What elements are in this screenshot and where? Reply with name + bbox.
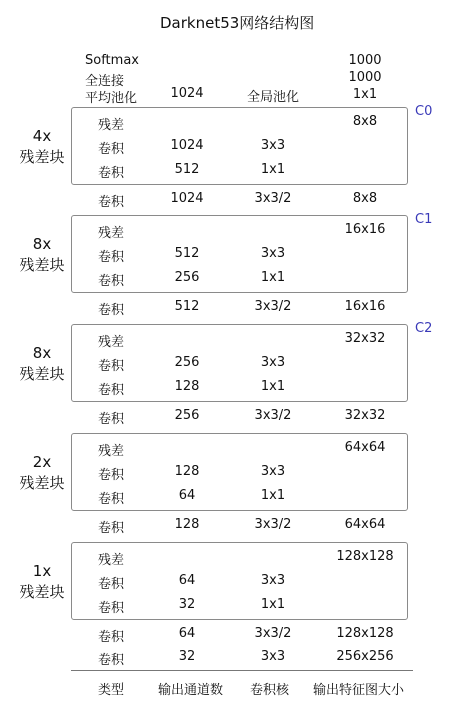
downsample-channels: 128	[174, 517, 200, 532]
feature-tag: C1	[415, 212, 433, 227]
conv-kernel: 3x3	[260, 355, 286, 370]
conv-channels: 1024	[170, 138, 204, 153]
head-type-line: Softmax	[85, 53, 139, 68]
conv-kernel: 1x1	[260, 488, 286, 503]
block-repeat-count: 1x	[32, 562, 52, 580]
conv-kernel: 1x1	[260, 597, 286, 612]
conv-type: 卷积	[98, 142, 125, 157]
conv-type: 卷积	[98, 250, 125, 265]
stem-size: 256x256	[336, 649, 394, 664]
conv-channels: 128	[174, 379, 200, 394]
downsample-type: 卷积	[98, 521, 125, 536]
residual-size: 128x128	[336, 549, 394, 564]
residual-label: 残差	[98, 226, 125, 241]
downsample-kernel: 3x3/2	[254, 626, 292, 641]
head-kernel: 全局池化	[246, 90, 299, 105]
downsample-size: 32x32	[344, 408, 386, 423]
block-repeat-suffix: 残差块	[19, 365, 65, 383]
conv-channels: 256	[174, 270, 200, 285]
column-header-divider	[71, 670, 413, 671]
conv-channels: 512	[174, 246, 200, 261]
residual-size: 8x8	[352, 114, 378, 129]
stem-kernel: 3x3	[260, 649, 286, 664]
head-size-line: 1000	[348, 70, 382, 85]
downsample-size: 128x128	[336, 626, 394, 641]
block-repeat-count: 8x	[32, 235, 52, 253]
conv-channels: 128	[174, 464, 200, 479]
conv-type: 卷积	[98, 383, 125, 398]
downsample-type: 卷积	[98, 412, 125, 427]
residual-label: 残差	[98, 335, 125, 350]
block-repeat-count: 4x	[32, 127, 52, 145]
conv-type: 卷积	[98, 601, 125, 616]
conv-kernel: 3x3	[260, 246, 286, 261]
conv-type: 卷积	[98, 468, 125, 483]
downsample-size: 16x16	[344, 299, 386, 314]
residual-size: 16x16	[344, 222, 386, 237]
residual-label: 残差	[98, 118, 125, 133]
column-header-size: 输出特征图大小	[313, 683, 405, 698]
residual-label: 残差	[98, 444, 125, 459]
column-header-type: 类型	[98, 683, 125, 698]
residual-size: 32x32	[344, 331, 386, 346]
feature-tag: C0	[415, 104, 433, 119]
stem-channels: 32	[178, 649, 196, 664]
downsample-type: 卷积	[98, 303, 125, 318]
downsample-kernel: 3x3/2	[254, 191, 292, 206]
downsample-type: 卷积	[98, 195, 125, 210]
feature-tag: C2	[415, 321, 433, 336]
head-type-line: 平均池化	[85, 91, 138, 106]
block-repeat-label	[12, 126, 72, 168]
conv-kernel: 1x1	[260, 162, 286, 177]
block-repeat-suffix: 残差块	[19, 256, 65, 274]
block-repeat-count: 2x	[32, 453, 52, 471]
block-repeat-label	[12, 343, 72, 385]
conv-channels: 512	[174, 162, 200, 177]
conv-type: 卷积	[98, 166, 125, 181]
downsample-kernel: 3x3/2	[254, 299, 292, 314]
downsample-channels: 256	[174, 408, 200, 423]
block-repeat-count: 8x	[32, 344, 52, 362]
conv-type: 卷积	[98, 577, 125, 592]
page-title: Darknet53网络结构图	[160, 14, 315, 32]
downsample-channels: 1024	[170, 191, 204, 206]
conv-kernel: 3x3	[260, 573, 286, 588]
head-channels: 1024	[170, 86, 204, 101]
conv-kernel: 3x3	[260, 464, 286, 479]
head-size-line: 1000	[348, 53, 382, 68]
downsample-size: 64x64	[344, 517, 386, 532]
head-type-line: 全连接	[85, 74, 125, 89]
column-header-channels: 输出通道数	[158, 683, 224, 698]
residual-label: 残差	[98, 553, 125, 568]
stem-type: 卷积	[98, 653, 125, 668]
conv-channels: 32	[178, 597, 196, 612]
block-repeat-label	[12, 452, 72, 494]
downsample-channels: 512	[174, 299, 200, 314]
downsample-size: 8x8	[352, 191, 378, 206]
downsample-channels: 64	[178, 626, 196, 641]
block-repeat-suffix: 残差块	[19, 148, 65, 166]
conv-type: 卷积	[98, 359, 125, 374]
conv-channels: 64	[178, 488, 196, 503]
downsample-kernel: 3x3/2	[254, 517, 292, 532]
conv-type: 卷积	[98, 492, 125, 507]
conv-channels: 64	[178, 573, 196, 588]
head-size-line: 1x1	[352, 87, 378, 102]
block-repeat-suffix: 残差块	[19, 474, 65, 492]
column-header-kernel: 卷积核	[250, 683, 290, 698]
block-repeat-suffix: 残差块	[19, 583, 65, 601]
conv-type: 卷积	[98, 274, 125, 289]
conv-channels: 256	[174, 355, 200, 370]
conv-kernel: 1x1	[260, 270, 286, 285]
downsample-type: 卷积	[98, 630, 125, 645]
conv-kernel: 1x1	[260, 379, 286, 394]
block-repeat-label	[12, 561, 72, 603]
block-repeat-label	[12, 234, 72, 276]
conv-kernel: 3x3	[260, 138, 286, 153]
residual-size: 64x64	[344, 440, 386, 455]
downsample-kernel: 3x3/2	[254, 408, 292, 423]
